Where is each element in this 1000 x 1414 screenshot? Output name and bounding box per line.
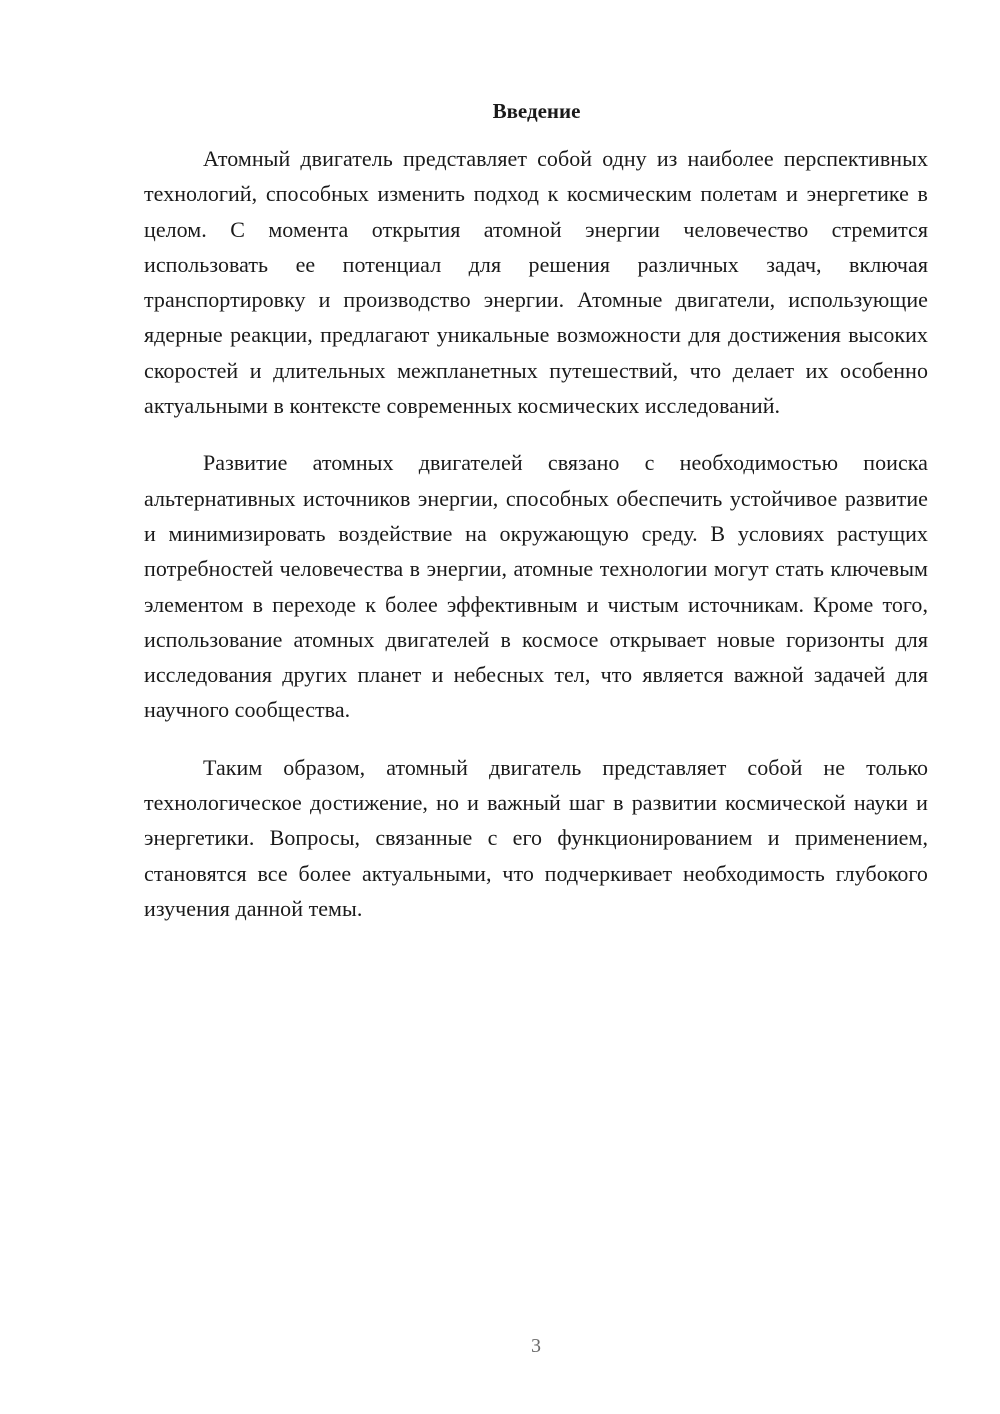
paragraph-2: Развитие атомных двигателей связано с необходимостью поиска альтернативных источников энергии, способных обеспечить устойчивое развитие и минимизировать воздействие на окружающую среду. В условиях растущих потребностей человечества в энергии, атомные технологии могут стать ключевым элементом в переходе к более эффективным и чистым источникам. Кроме того, использование атомных двигателей в космосе открывает новые горизонты для исследования других планет и небесных тел, что является важной задачей для научного сообщества. [144, 450, 928, 723]
page-number: 3 [531, 1335, 541, 1357]
document-body [144, 96, 928, 926]
section-heading: Введение [492, 99, 581, 123]
paragraph-1: Атомный двигатель представляет собой одну из наиболее перспективных технологий, способных изменить подход к космическим полетам и энергетике в целом. С момента открытия атомной энергии человечество стремится использовать ее потенциал для решения различных задач, включая транспортировку и производство энергии. Атомные двигатели, использующие ядерные реакции, предлагают уникальные возможности для достижения высоких скоростей и длительных межпланетных путешествий, что делает их особенно актуальными в контексте современных космических исследований. [144, 146, 928, 419]
paragraph-3: Таким образом, атомный двигатель представляет собой не только технологическое достижение, но и важный шаг в развитии космической науки и энергетики. Вопросы, связанные с его функционированием и применением, становятся все более актуальными, что подчеркивает необходимость глубокого изучения данной темы. [144, 754, 928, 921]
